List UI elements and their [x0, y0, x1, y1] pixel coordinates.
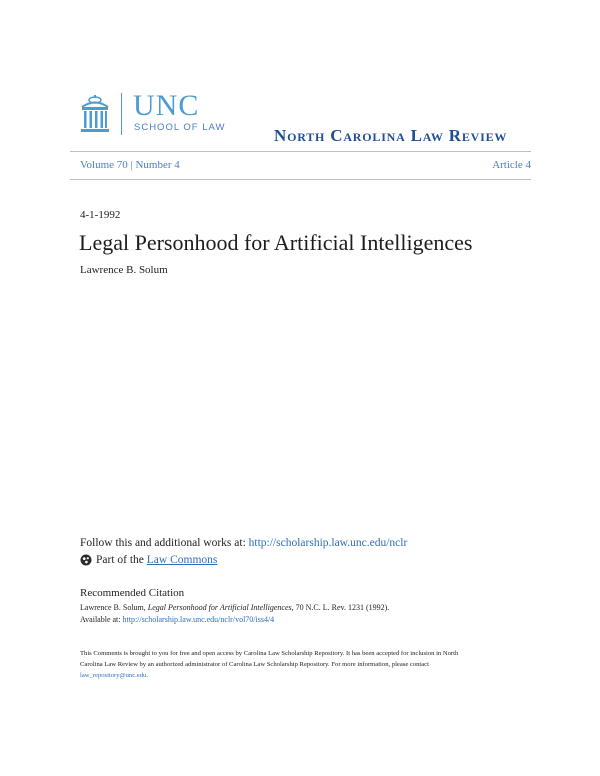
notice-end: . [146, 672, 148, 679]
volume-number-line [80, 158, 180, 172]
citation-rest: , 70 N.C. L. Rev. 1231 (1992). [291, 603, 390, 612]
citation-author: Lawrence B. Solum, [80, 603, 146, 612]
volume-separator: | [130, 159, 133, 171]
available-label: Available at: [80, 615, 121, 624]
page-title: Legal Personhood for Artificial Intelligences [79, 230, 473, 255]
author-name: Lawrence B. Solum [80, 264, 168, 276]
old-well-logo-icon [80, 94, 110, 134]
publication-date: 4-1-1992 [80, 209, 121, 221]
issue-number-link[interactable]: Number 4 [135, 159, 180, 171]
available-line [80, 615, 274, 625]
law-commons-link[interactable]: Law Commons [146, 554, 218, 566]
follow-text: Follow this and additional works at: [80, 537, 246, 549]
logo-school-text: SCHOOL OF LAW [134, 122, 226, 133]
contact-email-link[interactable]: law_repository@unc.edu [80, 672, 147, 679]
logo-divider [121, 93, 122, 135]
notice-line-2: Carolina Law Review by an authorized administrator of Carolina Law Scholarship Repository. For more information, please contact [80, 661, 429, 668]
article-link[interactable]: Article 4 [492, 159, 531, 171]
volume-link[interactable]: Volume 70 [80, 159, 128, 171]
top-divider [70, 151, 531, 152]
available-link[interactable]: http://scholarship.law.unc.edu/nclr/vol70/iss4/4 [122, 615, 275, 624]
logo-unc-text: UNC [133, 89, 200, 122]
follow-line [80, 537, 407, 549]
citation-line [80, 603, 389, 613]
notice-line-3 [80, 671, 148, 680]
notice-line-1: This Comments is brought to you for free and open access by Carolina Law Scholarship Repository. It has been accepted for inclusion in North [80, 650, 459, 657]
part-line [80, 554, 217, 566]
recommended-citation-heading: Recommended Citation [80, 587, 185, 599]
bottom-divider [70, 179, 531, 180]
part-text: Part of the [96, 554, 144, 566]
journal-name[interactable]: North Carolina Law Review [274, 126, 508, 145]
network-commons-icon [80, 554, 92, 566]
follow-link[interactable]: http://scholarship.law.unc.edu/nclr [248, 537, 408, 549]
citation-title: Legal Personhood for Artificial Intelligences [147, 603, 292, 612]
